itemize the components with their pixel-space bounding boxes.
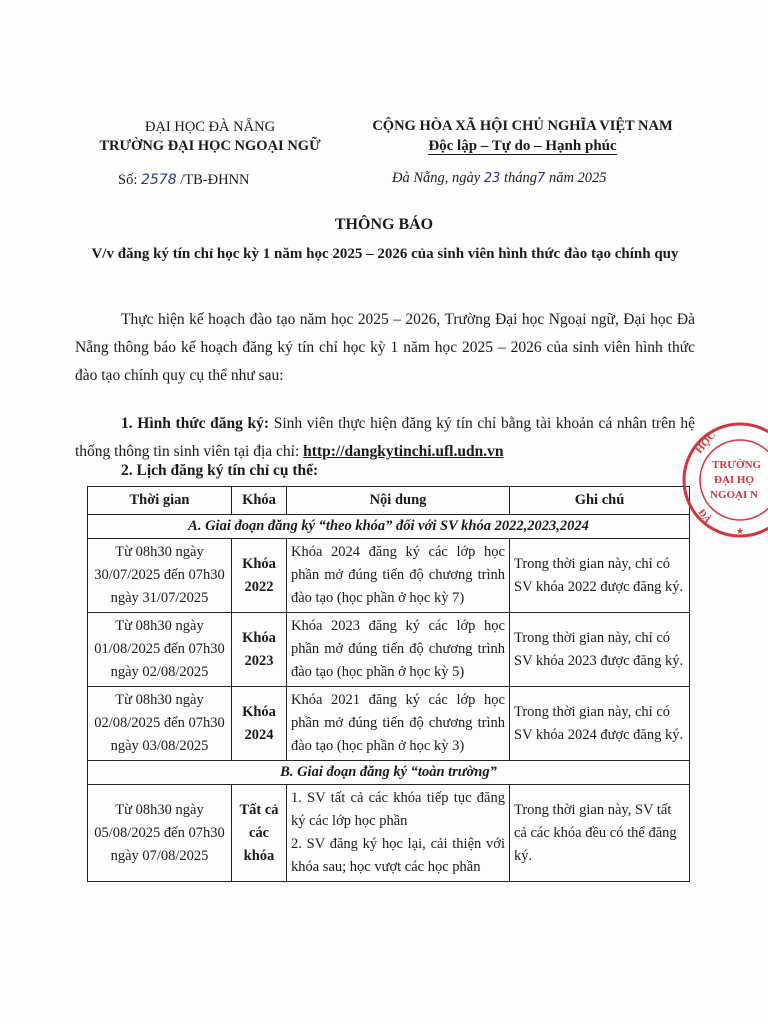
document-title: THÔNG BÁO	[334, 216, 434, 233]
svg-text:ĐÀ: ĐÀ	[695, 507, 713, 526]
row-note: Trong thời gian này, SV tất cả các khóa đều có thể đăng ký.	[510, 785, 690, 882]
registration-method-paragraph	[75, 410, 695, 466]
document-subject: V/v đăng ký tín chỉ học kỳ 1 năm học 2025 – 2026 của sinh viên hình thức đào tạo chính quy	[91, 246, 679, 262]
national-motto: Độc lập – Tự do – Hạnh phúc	[428, 138, 617, 154]
national-title: CỘNG HÒA XÃ HỘI CHỦ NGHĨA VIỆT NAM	[372, 118, 673, 134]
phase-a-row	[88, 515, 690, 539]
row-time: Từ 08h30 ngày 02/08/2025 đến 07h30 ngày 03/08/2025	[88, 687, 232, 761]
issuer-block	[80, 118, 340, 156]
row-time: Từ 08h30 ngày 05/08/2025 đến 07h30 ngày 07/08/2025	[88, 785, 232, 882]
row-content	[287, 785, 510, 882]
schedule-heading: 2. Lịch đăng ký tín chỉ cụ thể:	[121, 462, 319, 479]
row-content: Khóa 2023 đăng ký các lớp học phần mở đúng tiến độ chương trình đào tạo (học phần ở học kỳ 5)	[287, 613, 510, 687]
row-note: Trong thời gian này, chỉ có SV khóa 2024 được đăng ký.	[510, 687, 690, 761]
intro-paragraph: Thực hiện kế hoạch đào tạo năm học 2025 – 2026, Trường Đại học Ngoại ngữ, Đại học Đà Nẵng thông báo kế hoạch đăng ký tín chỉ học kỳ 1 năm học 2025 – 2026 của sinh viên hình thức đào tạo chính quy cụ thể như sau:	[75, 311, 695, 384]
phase-a-title: A. Giai đoạn đăng ký “theo khóa” đối với SV khóa 2022,2023,2024	[88, 515, 690, 539]
table-header-row	[88, 487, 690, 515]
svg-text:ĐẠI HỌ: ĐẠI HỌ	[714, 474, 755, 486]
handwritten-number: 2578	[140, 172, 177, 188]
row-cohort: Tất cả các khóa	[232, 785, 287, 882]
table-row	[88, 687, 690, 761]
svg-text:HỌC: HỌC	[693, 429, 719, 456]
row-cohort: Khóa 2022	[232, 539, 287, 613]
header-time: Thời gian	[88, 487, 232, 515]
row-cohort: Khóa 2024	[232, 687, 287, 761]
phase-b-title: B. Giai đoạn đăng ký “toàn trường”	[88, 761, 690, 785]
item1-text: Sinh viên thực hiện đăng ký tín chỉ bằng tài khoản cá nhân trên hệ thống thông tin sinh viên tại địa chỉ:	[75, 415, 696, 460]
row-note: Trong thời gian này, chỉ có SV khóa 2023 được đăng ký.	[510, 613, 690, 687]
row-cohort: Khóa 2023	[232, 613, 287, 687]
document-number: Số: 2578 /TB-ĐHNN	[118, 172, 250, 188]
item1-label: 1. Hình thức đăng ký:	[121, 415, 270, 432]
content-item-1: 1. SV tất cả các khóa tiếp tục đăng ký các lớp học phần	[291, 790, 505, 829]
svg-text:NGOẠI N: NGOẠI N	[710, 489, 758, 501]
national-motto-block	[345, 116, 700, 156]
header-note: Ghi chú	[510, 487, 690, 515]
row-time: Từ 08h30 ngày 30/07/2025 đến 07h30 ngày 31/07/2025	[88, 539, 232, 613]
svg-text:TRƯỜNG: TRƯỜNG	[712, 459, 762, 471]
row-content: Khóa 2024 đăng ký các lớp học phần mở đúng tiến độ chương trình đào tạo (học phần ở học kỳ 7)	[287, 539, 510, 613]
table-row	[88, 539, 690, 613]
handwritten-day: 23	[483, 171, 501, 186]
school-name: TRƯỜNG ĐẠI HỌC NGOẠI NGỮ	[99, 138, 321, 154]
table-row	[88, 785, 690, 882]
content-item-2: 2. SV đăng ký học lại, cải thiện với khóa sau; học vượt các học phần	[291, 836, 505, 875]
table-row	[88, 613, 690, 687]
header-cohort: Khóa	[232, 487, 287, 515]
phase-b-row	[88, 761, 690, 785]
row-note: Trong thời gian này, chỉ có SV khóa 2022 được đăng ký.	[510, 539, 690, 613]
issue-date: Đà Nẵng, ngày 23 tháng7 năm 2025	[392, 170, 607, 186]
svg-text:★: ★	[735, 527, 745, 537]
row-content: Khóa 2021 đăng ký các lớp học phần mở đúng tiến độ chương trình đào tạo (học phần ở học kỳ 3)	[287, 687, 510, 761]
schedule-table	[87, 486, 690, 882]
row-time: Từ 08h30 ngày 01/08/2025 đến 07h30 ngày 02/08/2025	[88, 613, 232, 687]
handwritten-month: 7	[537, 171, 546, 186]
university-name: ĐẠI HỌC ĐÀ NẴNG	[144, 119, 276, 135]
header-content: Nội dung	[287, 487, 510, 515]
registration-url: http://dangkytinchi.ufl.udn.vn	[303, 443, 504, 460]
official-seal-stamp	[680, 420, 768, 540]
